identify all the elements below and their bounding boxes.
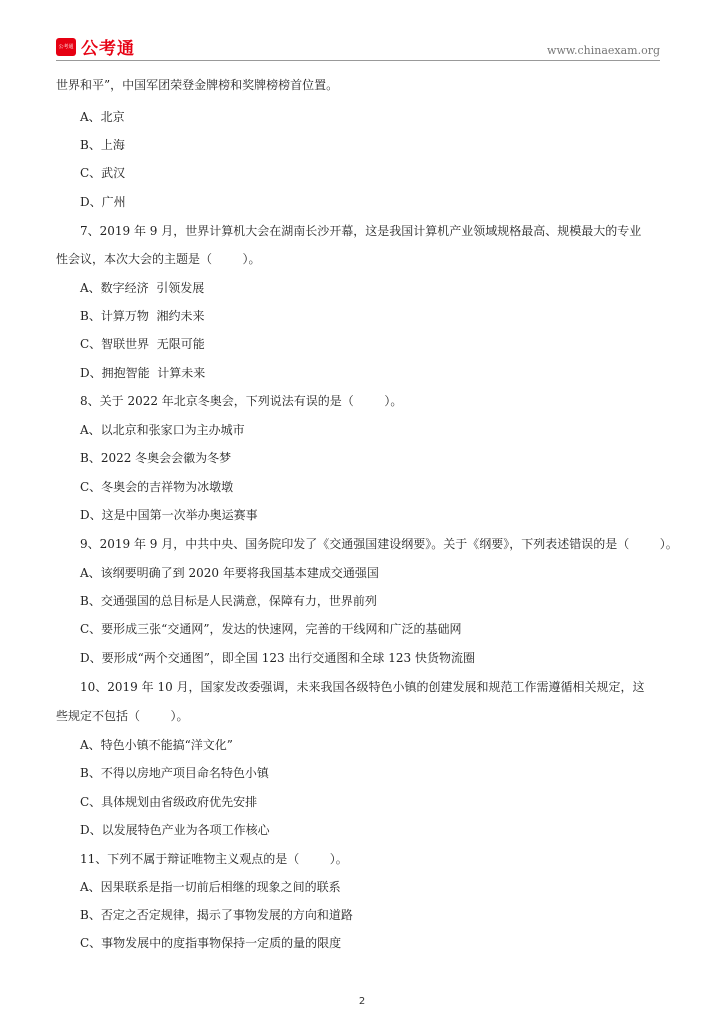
- question-line: 7、2019 年 9 月，世界计算机大会在湖南长沙开幕，这是我国计算机产业领域规格最高、规模最大的专业: [80, 224, 642, 238]
- option-line: D、广州: [80, 195, 126, 209]
- option-line: C、智联世界 无限可能: [80, 337, 205, 351]
- option-line: A、该纲要明确了到 2020 年要将我国基本建成交通强国: [80, 566, 379, 580]
- option-line: B、不得以房地产项目命名特色小镇: [80, 766, 269, 780]
- option-line: C、要形成三张“交通网”，发达的快速网，完善的干线网和广泛的基础网: [80, 622, 462, 636]
- option-line: D、这是中国第一次举办奥运赛事: [80, 508, 258, 522]
- option-line: B、否定之否定规律，揭示了事物发展的方向和道路: [80, 908, 353, 922]
- site-url: www.chinaexam.org: [547, 44, 660, 57]
- option-line: D、以发展特色产业为各项工作核心: [80, 823, 270, 837]
- option-line: D、要形成“两个交通图”，即全国 123 出行交通图和全球 123 快货物流圈: [80, 651, 475, 665]
- option-line: A、数字经济 引领发展: [80, 281, 205, 295]
- option-line: 8、关于 2022 年北京冬奥会，下列说法有误的是（ ）。: [80, 394, 403, 408]
- header-divider: [56, 60, 660, 61]
- logo-mark-icon: 公考通: [56, 38, 76, 56]
- option-line: D、拥抱智能 计算未来: [80, 366, 206, 380]
- option-line: C、事物发展中的度指事物保持一定质的量的限度: [80, 936, 342, 950]
- option-line: A、以北京和张家口为主办城市: [80, 423, 245, 437]
- option-line: B、交通强国的总目标是人民满意，保障有力，世界前列: [80, 594, 377, 608]
- logo: [56, 34, 135, 59]
- question-line: 10、2019 年 10 月，国家发改委强调，未来我国各级特色小镇的创建发展和规范工作需遵循相关规定，这: [80, 680, 645, 694]
- option-line: A、因果联系是指一切前后相继的现象之间的联系: [80, 880, 341, 894]
- logo-text: 公考通: [81, 39, 135, 59]
- page-number: 2: [358, 996, 366, 1007]
- option-line: A、北京: [80, 110, 125, 124]
- option-line: B、上海: [80, 138, 125, 152]
- option-line: B、2022 冬奥会会徽为冬梦: [80, 451, 232, 465]
- option-line: B、计算万物 湘约未来: [80, 309, 205, 323]
- text-line: 性会议，本次大会的主题是（ ）。: [56, 252, 261, 266]
- text-line: 世界和平”，中国军团荣登金牌榜和奖牌榜榜首位置。: [56, 78, 339, 92]
- option-line: A、特色小镇不能搞“洋文化”: [80, 738, 233, 752]
- option-line: 11、下列不属于辩证唯物主义观点的是（ ）。: [80, 852, 348, 866]
- option-line: C、具体规划由省级政府优先安排: [80, 795, 258, 809]
- text-line: 些规定不包括（ ）。: [56, 709, 189, 723]
- option-line: C、冬奥会的吉祥物为冰墩墩: [80, 480, 234, 494]
- option-line: C、武汉: [80, 166, 126, 180]
- option-line: 9、2019 年 9 月，中共中央、国务院印发了《交通强国建设纲要》。关于《纲要》，下列表述错误的是（ ）。: [80, 537, 678, 551]
- page-header: [0, 0, 724, 64]
